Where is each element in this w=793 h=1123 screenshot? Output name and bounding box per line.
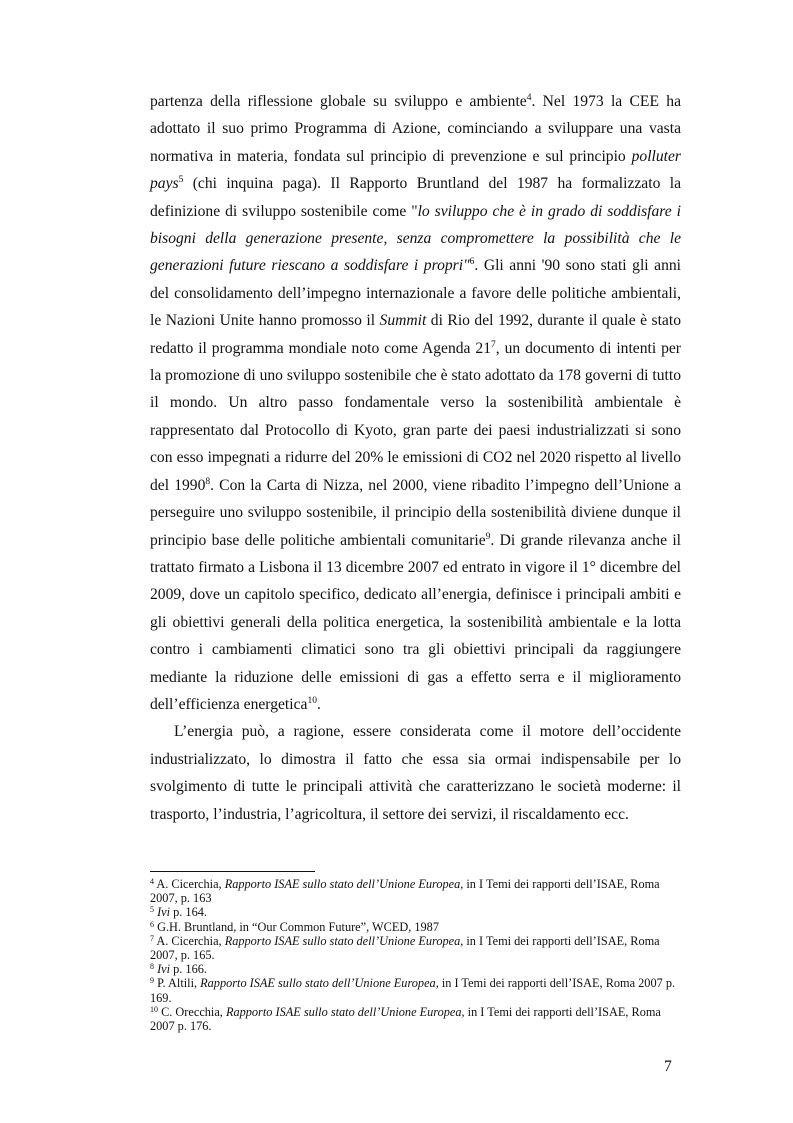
footnote xyxy=(150,934,681,962)
text-run: , un documento di intenti per la promozione di uno sviluppo sostenibile che è stato adottato da 178 governi di tutto il mondo. Un altro passo fondamentale verso la sostenibilità ambientale è rappresentato dal Protocollo di Kyoto, gran parte dei paesi industrializzati si sono con esso impegnati a ridurre del 20% le emissioni di CO2 nel 2020 rispetto al livello del 1990 xyxy=(150,339,681,494)
page-number: 7 xyxy=(664,1058,672,1075)
paragraph xyxy=(150,88,681,718)
footnote-ref: 7 xyxy=(150,933,154,943)
footnote-ref: 10 xyxy=(307,695,317,706)
text-run: di Rio del 1992, durante il quale è stato redatto il programma mondiale noto come Agenda 21 xyxy=(150,312,681,357)
footnote-ref: 6 xyxy=(469,257,475,268)
italic-text: polluter pays xyxy=(150,147,681,193)
footnotes xyxy=(150,877,681,1033)
footnote-ref: 5 xyxy=(150,905,154,915)
italic-text: lo sviluppo che è in grado di soddisfare i bisogni della generazione presente, senza compromettere la possibilità che le generazioni future riescano a soddisfare i propri" xyxy=(150,202,681,275)
text-run: . Nel 1973 la CEE ha adottato il suo primo Programma di Azione, cominciando a sviluppare una vasta normativa in materia, fondata sul principio di prevenzione e sul principio xyxy=(150,93,681,165)
text-run: A. Cicerchia, xyxy=(154,877,225,891)
footnote xyxy=(150,962,681,976)
text-run: P. Altili, xyxy=(154,976,201,991)
footnote xyxy=(150,1005,681,1033)
footnote-ref: 4 xyxy=(526,93,532,103)
italic-text: Rapporto ISAE sullo stato dell’Unione Europea, xyxy=(225,1004,465,1019)
text-run: (chi inquina paga). Il Rapporto Bruntland del 1987 ha formalizzato la definizione di sviluppo sostenibile come " xyxy=(150,175,681,220)
text-run: A. Cicerchia, xyxy=(154,933,225,948)
text-run: in I Temi dei rapporti dell’ISAE, Roma 2007 p. 169. xyxy=(150,976,676,1005)
text-run: G.H. Bruntland, in “Our Common Future”, WCED, 1987 xyxy=(154,919,439,934)
text-run: partenza della riflessione globale su sviluppo e ambiente xyxy=(150,93,527,110)
text-run: . Gli anni '90 sono stati gli anni del consolidamento dell’impegno internazionale a favore delle politiche ambientali, le Nazioni Unite hanno promosso il xyxy=(150,257,682,330)
text-run: . Di grande rilevanza anche il trattato firmato a Lisbona il 13 dicembre 2007 ed entrato in vigore il 1° dicembre del 2009, dove un capitolo specifico, dedicato all’energia, definisce i principali ambiti e gli obiettivi generali della politica energetica, la sostenibilità ambientale e la lotta contro i cambiamenti climatici sono tra gli obiettivi principali da raggiungere mediante la riduzione delle emissioni di gas a effetto serra e il miglioramento dell’efficienza energetica xyxy=(150,531,681,713)
text-run: p. 166. xyxy=(170,962,207,977)
text-run: L’energia può, a ragione, essere considerata come il motore dell’occidente industrializzato, lo dimostra il fatto che essa sia ormai indispensabile per lo svolgimento di tutte le principali attività che caratterizzano le società moderne: il trasporto, l’industria, l’agricoltura, il settore dei servizi, il riscaldamento ecc. xyxy=(150,723,681,823)
footnote-ref: 8 xyxy=(150,962,154,972)
footnote-separator xyxy=(150,871,315,872)
footnote-ref: 7 xyxy=(491,339,496,350)
text-run: p. 164. xyxy=(170,905,207,920)
footnote-ref: 4 xyxy=(150,877,154,886)
footnote xyxy=(150,920,681,934)
italic-text: Ivi xyxy=(157,962,171,977)
italic-text: Summit xyxy=(379,312,427,330)
italic-text: Ivi xyxy=(157,905,171,920)
text-run: C. Orecchia, xyxy=(158,1004,226,1019)
text-run: . Con la Carta di Nizza, nel 2000, viene ribadito l’impegno dell’Unione a perseguire uno sviluppo sostenibile, il principio della sostenibilità diviene dunque il principio base delle politiche ambientali comunitarie xyxy=(150,476,681,549)
text-run: . xyxy=(316,695,321,713)
footnote xyxy=(150,976,681,1004)
text-run: in I Temi dei rapporti dell’ISAE, Roma 2007 p. 176. xyxy=(150,1004,661,1034)
italic-text: Rapporto ISAE sullo stato dell’Unione Europea, xyxy=(224,877,464,891)
footnote-ref: 9 xyxy=(485,531,491,542)
text-run: in I Temi dei rapporti dell’ISAE, Roma 2007, p. 163 xyxy=(150,877,660,906)
footnote-ref: 6 xyxy=(150,919,154,929)
footnote-ref: 8 xyxy=(205,476,211,487)
footnote xyxy=(150,905,681,919)
footnote-ref: 9 xyxy=(150,976,154,986)
italic-text: Rapporto ISAE sullo stato dell’Unione Europea, xyxy=(224,933,464,948)
footnote-ref: 10 xyxy=(150,1004,158,1014)
text-run: in I Temi dei rapporti dell’ISAE, Roma 2007, p. 165. xyxy=(150,933,660,963)
body-text xyxy=(150,88,681,828)
paragraph xyxy=(150,718,681,828)
italic-text: Rapporto ISAE sullo stato dell’Unione Europea, xyxy=(200,976,439,991)
footnote xyxy=(150,877,681,905)
footnote-ref: 5 xyxy=(178,175,184,186)
